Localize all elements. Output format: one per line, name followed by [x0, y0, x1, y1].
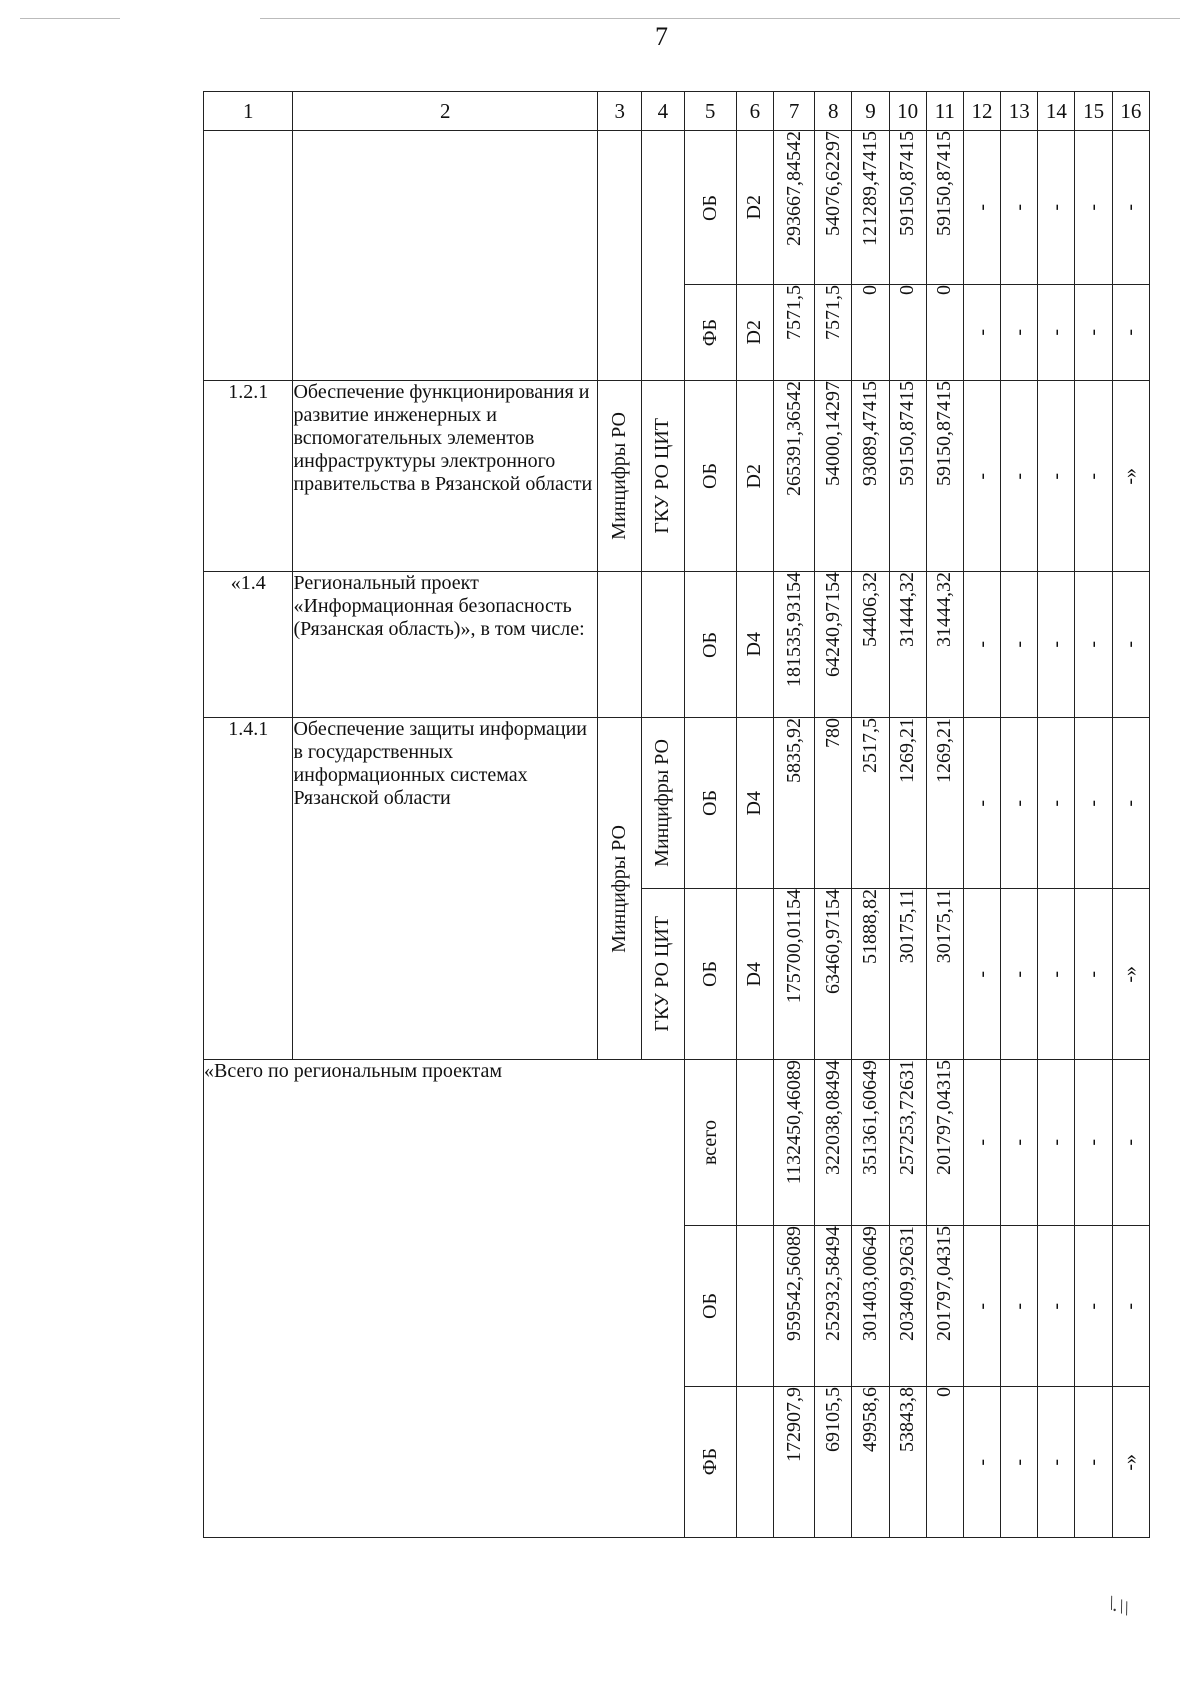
cell-text: 351361,60649 [858, 1060, 881, 1175]
indicator-cell [963, 131, 1000, 285]
amount-cell [815, 285, 852, 381]
cell-text: D2 [743, 463, 766, 489]
source-cell [684, 718, 736, 889]
cell-text: 54076,62297 [821, 131, 844, 236]
cell-text: - [1082, 641, 1105, 648]
cell-text: всего [698, 1119, 721, 1166]
source-cell [684, 285, 736, 381]
header-cell-13: 13 [1001, 92, 1038, 131]
cell-text: - [1007, 204, 1030, 211]
cell-text: - [970, 641, 993, 648]
cell-text: 5835,92 [782, 718, 805, 783]
indicator-cell [1001, 131, 1038, 285]
cell-text: - [1082, 1139, 1105, 1146]
cell-text: 59150,87415 [933, 131, 956, 236]
cell-text: Минцифры РО [608, 412, 631, 540]
indicator-cell [963, 1060, 1000, 1226]
indicator-cell [963, 889, 1000, 1060]
indicator-cell [1112, 131, 1149, 285]
cell-text: - [1044, 1302, 1067, 1310]
cell-text: 265391,36542 [782, 381, 805, 496]
amount-cell [852, 572, 889, 718]
indicator-cell [1075, 1060, 1112, 1226]
cell-text: 201797,04315 [933, 1060, 956, 1175]
indicator-cell [1038, 1060, 1075, 1226]
indicator-cell [1112, 1226, 1149, 1387]
cell-text: Минцифры РО [651, 739, 674, 867]
executor-cell [642, 718, 684, 889]
cell-text: - [1007, 641, 1030, 648]
indicator-cell [1001, 1060, 1038, 1226]
amount-cell [773, 889, 814, 1060]
code-cell [736, 131, 773, 285]
indicator-cell [1112, 889, 1149, 1060]
executor-cell [642, 889, 684, 1060]
cell-text: 201797,04315 [933, 1226, 956, 1341]
cell-text: -» [1119, 965, 1142, 983]
indicator-cell [963, 718, 1000, 889]
table-row [204, 131, 1150, 285]
header-row [204, 92, 1150, 131]
header-cell-8: 8 [815, 92, 852, 131]
header-cell-6: 6 [736, 92, 773, 131]
cell-text: D4 [743, 790, 766, 816]
amount-cell [815, 889, 852, 1060]
indicator-cell [963, 285, 1000, 381]
cell-text: - [970, 799, 993, 807]
cell-text: 30175,11 [896, 889, 919, 964]
cell-text: 7571,5 [821, 285, 844, 340]
row-name: Региональный проект «Информационная безопасность (Рязанская область)», в том числе: [293, 572, 598, 718]
cell-text: ОБ [698, 790, 721, 816]
indicator-cell [1001, 285, 1038, 381]
amount-cell [815, 1226, 852, 1387]
cell-text: - [1044, 204, 1067, 211]
indicator-cell [1075, 1387, 1112, 1538]
amount-cell [773, 1387, 814, 1538]
indicator-cell [963, 381, 1000, 572]
cell-text: - [1082, 204, 1105, 211]
indicator-cell [1112, 1387, 1149, 1538]
amount-cell [815, 1060, 852, 1226]
amount-cell [815, 131, 852, 285]
cell-text: - [1082, 329, 1105, 336]
cell-text: - [1082, 799, 1105, 807]
budget-table [203, 91, 1150, 1538]
row-name: Обеспечение функционирования и развитие инженерных и вспомогательных элементов инфраструктуры электронного правительства в Рязанской области [293, 381, 598, 572]
source-cell [684, 1226, 736, 1387]
indicator-cell [1001, 1387, 1038, 1538]
table-row [204, 381, 1150, 572]
amount-cell [852, 285, 889, 381]
cell-text: 30175,11 [933, 889, 956, 964]
cell-text: 31444,32 [896, 572, 919, 647]
cell-text: 7571,5 [782, 285, 805, 340]
amount-cell [815, 381, 852, 572]
amount-cell [773, 381, 814, 572]
indicator-cell [1075, 1226, 1112, 1387]
indicator-cell [1112, 1060, 1149, 1226]
amount-cell [926, 285, 963, 381]
header-cell-7: 7 [773, 92, 814, 131]
cell-text: 203409,92631 [896, 1226, 919, 1341]
amount-cell [773, 131, 814, 285]
amount-cell [852, 381, 889, 572]
cell-text: 59150,87415 [896, 131, 919, 236]
cell-text: 64240,97154 [821, 572, 844, 677]
indicator-cell [1075, 718, 1112, 889]
row-number: 1.2.1 [204, 381, 293, 572]
cell-text: 121289,47415 [858, 131, 881, 246]
indicator-cell [1038, 131, 1075, 285]
code-cell [736, 889, 773, 1060]
amount-cell [852, 889, 889, 1060]
indicator-cell [963, 572, 1000, 718]
cell-text: 54406,32 [858, 572, 881, 647]
cell-text: 1269,21 [933, 718, 956, 783]
cell-text: 2517,5 [858, 718, 881, 773]
cell-text: - [1044, 1458, 1067, 1466]
header-cell-1: 1 [204, 92, 293, 131]
amount-cell [926, 889, 963, 1060]
cell-text: - [1007, 1302, 1030, 1310]
cell-text: 0 [858, 285, 881, 295]
indicator-cell [963, 1226, 1000, 1387]
amount-cell [773, 1060, 814, 1226]
header-cell-12: 12 [963, 92, 1000, 131]
cell-text: 780 [821, 718, 844, 748]
source-cell [684, 889, 736, 1060]
amount-cell [889, 572, 926, 718]
indicator-cell [1075, 285, 1112, 381]
indicator-cell [1038, 572, 1075, 718]
handwritten-mark: \.\\ [1105, 1591, 1134, 1621]
cell-text: ГКУ РО ЦИТ [651, 418, 674, 534]
cell-text: ФБ [698, 1448, 721, 1476]
code-cell [736, 572, 773, 718]
indicator-cell [1038, 718, 1075, 889]
indicator-cell [1112, 718, 1149, 889]
amount-cell [773, 718, 814, 889]
page-number: 7 [655, 22, 668, 51]
cell-text: - [1007, 1458, 1030, 1466]
code-cell [736, 718, 773, 889]
cell-text: 51888,82 [858, 889, 881, 964]
row-number [204, 131, 293, 381]
amount-cell [926, 1060, 963, 1226]
indicator-cell [1038, 1387, 1075, 1538]
cell-text: D2 [743, 320, 766, 345]
header-cell-4: 4 [642, 92, 684, 131]
amount-cell [852, 131, 889, 285]
indicator-cell [1001, 572, 1038, 718]
total-row [204, 1060, 1150, 1226]
cell-text: - [1044, 1139, 1067, 1146]
row-name [293, 131, 598, 381]
amount-cell [926, 1387, 963, 1538]
cell-text: - [970, 472, 993, 480]
indicator-cell [1075, 131, 1112, 285]
amount-cell [852, 1387, 889, 1538]
cell-text: 1132450,46089 [782, 1060, 805, 1185]
cell-text: -» [1119, 1453, 1142, 1471]
amount-cell [815, 572, 852, 718]
cell-text: 1269,21 [896, 718, 919, 783]
total-label: «Всего по региональным проектам [204, 1060, 685, 1538]
amount-cell [889, 889, 926, 1060]
cell-text: 0 [933, 285, 956, 295]
cell-text: - [1044, 329, 1067, 336]
cell-text: - [1119, 799, 1142, 807]
indicator-cell [1001, 381, 1038, 572]
header-cell-14: 14 [1038, 92, 1075, 131]
amount-cell [926, 718, 963, 889]
header-cell-15: 15 [1075, 92, 1112, 131]
cell-text: ФБ [698, 318, 721, 347]
cell-text: - [970, 329, 993, 336]
cell-text: - [970, 1458, 993, 1466]
responsible-cell [598, 572, 642, 718]
amount-cell [926, 1226, 963, 1387]
cell-text: 172907,9 [782, 1387, 805, 1462]
cell-text: 181535,93154 [782, 572, 805, 687]
executor-cell [642, 381, 684, 572]
source-cell [684, 381, 736, 572]
header-cell-16: 16 [1112, 92, 1149, 131]
header-cell-3: 3 [598, 92, 642, 131]
executor-cell [642, 572, 684, 718]
code-cell [736, 381, 773, 572]
indicator-cell [1112, 381, 1149, 572]
amount-cell [852, 718, 889, 889]
responsible-cell [598, 131, 642, 381]
indicator-cell [1075, 381, 1112, 572]
cell-text: - [1007, 799, 1030, 807]
cell-text: D4 [743, 632, 766, 657]
scan-artifact [260, 18, 1180, 19]
cell-text: 0 [933, 1387, 956, 1397]
amount-cell [815, 1387, 852, 1538]
amount-cell [773, 572, 814, 718]
cell-text: 959542,56089 [782, 1226, 805, 1341]
amount-cell [889, 131, 926, 285]
table-row [204, 718, 1150, 889]
cell-text: 63460,97154 [821, 889, 844, 994]
cell-text: ОБ [698, 463, 721, 489]
cell-text: - [1044, 472, 1067, 480]
header-cell-9: 9 [852, 92, 889, 131]
code-cell [736, 1226, 773, 1387]
header-cell-11: 11 [926, 92, 963, 131]
cell-text: - [1007, 472, 1030, 480]
cell-text: 59150,87415 [896, 381, 919, 486]
cell-text: -» [1119, 467, 1142, 485]
amount-cell [852, 1060, 889, 1226]
cell-text: - [1119, 1302, 1142, 1310]
indicator-cell [1038, 1226, 1075, 1387]
cell-text: ОБ [698, 631, 721, 658]
indicator-cell [1001, 1226, 1038, 1387]
cell-text: 322038,08494 [821, 1060, 844, 1175]
cell-text: - [1044, 970, 1067, 978]
indicator-cell [1075, 572, 1112, 718]
cell-text: ОБ [698, 1293, 721, 1319]
scan-artifact [20, 18, 120, 19]
header-cell-5: 5 [684, 92, 736, 131]
responsible-cell [598, 381, 642, 572]
cell-text: - [970, 1139, 993, 1146]
row-number: «1.4 [204, 572, 293, 718]
indicator-cell [1038, 381, 1075, 572]
indicator-cell [1001, 718, 1038, 889]
cell-text: - [970, 970, 993, 978]
amount-cell [889, 1387, 926, 1538]
row-name: Обеспечение защиты информации в государственных информационных системах Рязанской области [293, 718, 598, 1060]
cell-text: 252932,58494 [821, 1226, 844, 1341]
amount-cell [889, 381, 926, 572]
amount-cell [926, 572, 963, 718]
cell-text: ОБ [698, 961, 721, 987]
cell-text: 93089,47415 [858, 381, 881, 486]
cell-text: 293667,84542 [782, 131, 805, 246]
cell-text: 301403,00649 [858, 1226, 881, 1341]
cell-text: 59150,87415 [933, 381, 956, 486]
cell-text: 31444,32 [933, 572, 956, 647]
indicator-cell [1075, 889, 1112, 1060]
cell-text: - [1044, 799, 1067, 807]
code-cell [736, 1060, 773, 1226]
cell-text: 257253,72631 [896, 1060, 919, 1175]
cell-text: 49958,6 [858, 1387, 881, 1452]
cell-text: - [1007, 329, 1030, 336]
header-cell-10: 10 [889, 92, 926, 131]
amount-cell [889, 285, 926, 381]
cell-text: ГКУ РО ЦИТ [651, 916, 674, 1032]
row-number: 1.4.1 [204, 718, 293, 1060]
cell-text: 54000,14297 [821, 381, 844, 486]
amount-cell [889, 1060, 926, 1226]
executor-cell [642, 131, 684, 381]
amount-cell [815, 718, 852, 889]
indicator-cell [1038, 889, 1075, 1060]
amount-cell [773, 1226, 814, 1387]
amount-cell [889, 1226, 926, 1387]
cell-text: 69105,5 [821, 1387, 844, 1452]
cell-text: - [1082, 472, 1105, 480]
indicator-cell [1038, 285, 1075, 381]
header-cell-2: 2 [293, 92, 598, 131]
cell-text: - [1007, 1139, 1030, 1146]
cell-text: 53843,8 [896, 1387, 919, 1452]
code-cell [736, 285, 773, 381]
cell-text: ОБ [698, 194, 721, 221]
cell-text: - [1007, 970, 1030, 978]
source-cell [684, 1387, 736, 1538]
amount-cell [926, 131, 963, 285]
amount-cell [852, 1226, 889, 1387]
source-cell [684, 131, 736, 285]
cell-text: - [970, 1302, 993, 1310]
cell-text: - [1119, 204, 1142, 211]
source-cell [684, 1060, 736, 1226]
source-cell [684, 572, 736, 718]
cell-text: - [1082, 970, 1105, 978]
cell-text: - [1082, 1458, 1105, 1466]
amount-cell [889, 718, 926, 889]
cell-text: D4 [743, 961, 766, 987]
indicator-cell [963, 1387, 1000, 1538]
code-cell [736, 1387, 773, 1538]
cell-text: 0 [896, 285, 919, 295]
cell-text: Минцифры РО [608, 824, 631, 953]
responsible-cell [598, 718, 642, 1060]
indicator-cell [1112, 285, 1149, 381]
amount-cell [773, 285, 814, 381]
table-row [204, 572, 1150, 718]
cell-text: - [970, 204, 993, 211]
cell-text: D2 [743, 195, 766, 220]
cell-text: - [1119, 329, 1142, 336]
cell-text: - [1119, 641, 1142, 648]
amount-cell [926, 381, 963, 572]
cell-text: - [1082, 1302, 1105, 1310]
cell-text: 175700,01154 [782, 889, 805, 1004]
cell-text: - [1119, 1139, 1142, 1146]
cell-text: - [1044, 641, 1067, 648]
indicator-cell [1001, 889, 1038, 1060]
indicator-cell [1112, 572, 1149, 718]
